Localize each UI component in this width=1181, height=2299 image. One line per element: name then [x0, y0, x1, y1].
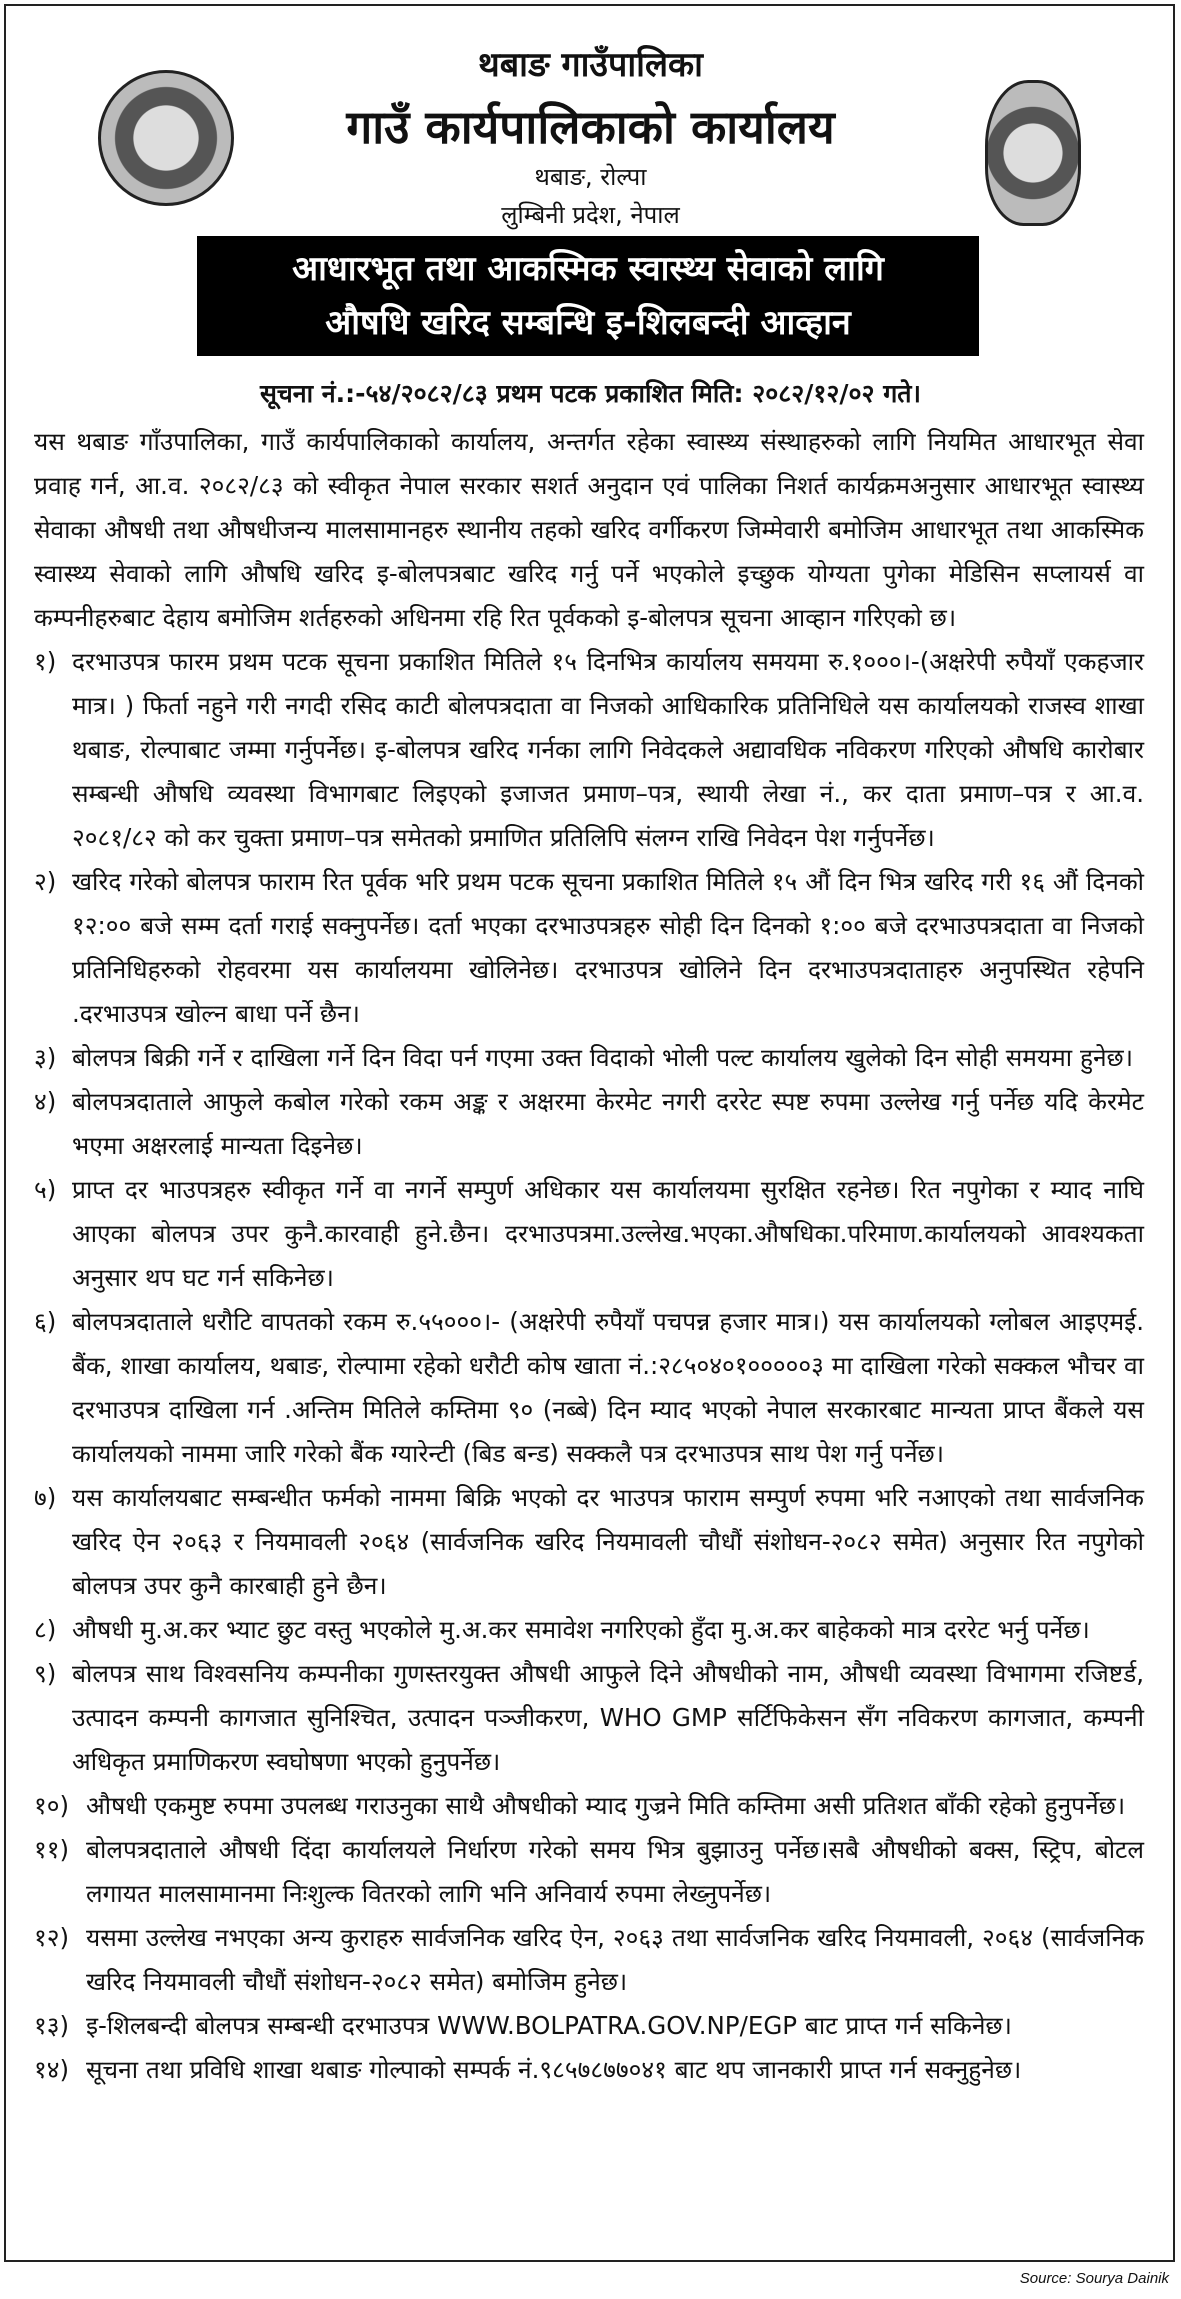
item-text: बोलपत्रदाताले धरौटि वापतको रकम रु.५५०००।- (अक्षरेपी रुपैयाँ पचपन्न हजार मात्र।) यस कार्यालयको ग्लोबल आइएमई. बैंक, शाखा कार्यालय, थबाङ, रोल्पामा रहेको धरौटी कोष खाता नं.:२८५०४०१०००००३ मा दाखिला गरेको सक्कल भौचर वा दरभाउपत्र दाखिला गर्न .अन्तिम मितिले कम्तिमा ९० (नब्बे) दिन म्याद भएको नेपाल सरकारबाट मान्यता प्राप्त बैंकले यस कार्यालयको नाममा जारि गरेको बैंक ग्यारेन्टी (बिड बन्ड) सक्कलै पत्र दरभाउपत्र साथ पेश गर्नु पर्नेछ। — [72, 1307, 1144, 1468]
condition-item — [34, 640, 1144, 860]
condition-item — [34, 1784, 1144, 1828]
condition-item — [34, 860, 1144, 1036]
item-text: सूचना तथा प्रविधि शाखा थबाङ गोल्पाको सम्पर्क नं.९८५७८७७०४१ बाट थप जानकारी प्राप्त गर्न सक्नुहुनेछ। — [86, 2055, 1022, 2084]
item-text: इ-शिलबन्दी बोलपत्र सम्बन्धी दरभाउपत्र WWW.BOLPATRA.GOV.NP/EGP बाट प्राप्त गर्न सकिनेछ। — [86, 2011, 1012, 2040]
banner-line-2: औषधि खरिद सम्बन्धि इ-शिलबन्दी आव्हान — [325, 303, 851, 343]
condition-item — [34, 1916, 1144, 2004]
item-text: प्राप्त दर भाउपत्रहरु स्वीकृत गर्ने वा नगर्ने सम्पुर्ण अधिकार यस कार्यालयमा सुरक्षित रहनेछ। रित नपुगेका र म्याद नाघि आएका बोलपत्र उपर कुनै.कारवाही हुने.छैन। दरभाउपत्रमा.उल्लेख.भएका.औषधिका.परिमाण.कार्यालयको आवश्यकता अनुसार थप घट गर्न सकिनेछ। — [72, 1175, 1144, 1292]
item-number: १२) — [34, 1923, 70, 1952]
item-number: ७) — [34, 1483, 57, 1512]
item-text: खरिद गरेको बोलपत्र फाराम रित पूर्वक भरि प्रथम पटक सूचना प्रकाशित मितिले १५ औं दिन भित्र खरिद गरी १६ औं दिनको १२:०० बजे सम्म दर्ता गराई सक्नुपर्नेछ। दर्ता भएका दरभाउपत्रहरु सोही दिन दिनको १:०० बजे दरभाउपत्रदाता वा निजको प्रतिनिधिहरुको रोहवरमा यस कार्यालयमा खोलिनेछ। दरभाउपत्र खोलिने दिन दरभाउपत्रदाताहरु अनुपस्थित रहेपनि .दरभाउपत्र खोल्न बाधा पर्ने छैन। — [72, 867, 1144, 1028]
condition-item — [34, 1608, 1144, 1652]
condition-item — [34, 2004, 1144, 2048]
item-text: औषधी मु.अ.कर भ्याट छुट वस्तु भएकोले मु.अ.कर समावेश नगरिएको हुँदा मु.अ.कर बाहेकको मात्र दररेट भर्नु पर्नेछ। — [72, 1615, 1090, 1644]
item-number: २) — [34, 867, 57, 896]
condition-item — [34, 1036, 1144, 1080]
office-name: गाउँ कार्यपालिकाको कार्यालय — [346, 100, 835, 154]
item-text: यसमा उल्लेख नभएका अन्य कुराहरु सार्वजनिक खरिद ऐन, २०६३ तथा सार्वजनिक खरिद नियमावली, २०६४ (सार्वजनिक खरिद नियमावली चौधौं संशोधन-२०८२ समेत) बमोजिम हुनेछ। — [86, 1923, 1144, 1996]
item-number: १३) — [34, 2011, 70, 2040]
condition-item — [34, 1652, 1144, 1784]
condition-item — [34, 1300, 1144, 1476]
item-text: औषधी एकमुष्ट रुपमा उपलब्ध गराउनुका साथै औषधीको म्याद गुज्रने मिति कम्तिमा असी प्रतिशत बाँकी रहेको हुनुपर्नेछ। — [86, 1791, 1126, 1820]
item-text: बोलपत्रदाताले आफुले कबोल गरेको रकम अङ्क र अक्षरमा केरमेट नगरी दररेट स्पष्ट रुपमा उल्लेख गर्नु पर्नेछ यदि केरमेट भएमा अक्षरलाई मान्यता दिइनेछ। — [72, 1087, 1144, 1160]
item-text: बोलपत्रदाताले औषधी दिंदा कार्यालयले निर्धारण गरेको समय भित्र बुझाउनु पर्नेछ।सबै औषधीको बक्स, स्ट्रिप, बोटल लगायत मालसामानमा निःशुल्क वितरको लागि भनि अनिवार्य रुपमा लेख्नुपर्नेछ। — [86, 1835, 1144, 1908]
item-number: ८) — [34, 1615, 57, 1644]
item-number: ९) — [34, 1659, 57, 1688]
item-number: १०) — [34, 1791, 70, 1820]
item-text: बोलपत्र बिक्री गर्ने र दाखिला गर्ने दिन विदा पर्न गएमा उक्त विदाको भोली पल्ट कार्यालय खुलेको दिन सोही समयमा हुनेछ। — [72, 1043, 1134, 1072]
condition-item — [34, 1476, 1144, 1608]
condition-item — [34, 1168, 1144, 1300]
item-text: यस कार्यालयबाट सम्बन्धीत फर्मको नाममा बिक्रि भएको दर भाउपत्र फाराम सम्पुर्ण रुपमा भरि नआएको तथा सार्वजनिक खरिद ऐन २०६३ र नियमावली २०६४ (सार्वजनिक खरिद नियमावली चौधौं संशोधन-२०८२ समेत) अनुसार रित नपुगेको बोलपत्र उपर कुनै कारबाही हुने छैन। — [72, 1483, 1144, 1600]
condition-item — [34, 1080, 1144, 1168]
item-number: ५) — [34, 1175, 57, 1204]
intro-paragraph: यस थबाङ गाँउपालिका, गाउँ कार्यपालिकाको कार्यालय, अन्तर्गत रहेका स्वास्थ्य संस्थाहरुको लागि नियमित आधारभूत सेवा प्रवाह गर्न, आ.व. २०८२/८३ को स्वीकृत नेपाल सरकार सशर्त अनुदान एवं पालिका निशर्त कार्यक्रमअनुसार आधारभूत स्वास्थ्य सेवाका औषधी तथा औषधीजन्य मालसामानहरु स्थानीय तहको खरिद वर्गीकरण जिम्मेवारी बमोजिम आधारभूत तथा आकस्मिक स्वास्थ्य सेवाको लागि औषधि खरिद इ-बोलपत्रबाट खरिद गर्नु पर्ने भएकोले इच्छुक योग्यता पुगेका मेडिसिन सप्लायर्स वा कम्पनीहरुबाट देहाय बमोजिम शर्तहरुको अधिनमा रहि रित पूर्वकको इ-बोलपत्र सूचना आव्हान गरिएको छ। — [34, 427, 1144, 632]
condition-item — [34, 2048, 1144, 2092]
banner-line-1: आधारभूत तथा आकस्मिक स्वास्थ्य सेवाको लागि — [292, 249, 884, 289]
item-number: ११) — [34, 1835, 70, 1864]
source-credit: Source: Sourya Dainik — [1019, 2270, 1169, 2287]
condition-item — [34, 1828, 1144, 1916]
office-address: थबाङ, रोल्पा — [534, 163, 647, 191]
notice-body — [34, 420, 1144, 2092]
municipality-name: थबाङ गाउँपालिका — [478, 45, 703, 85]
item-text: बोलपत्र साथ विश्वसनिय कम्पनीका गुणस्तरयुक्त औषधी आफुले दिने औषधीको नाम, औषधी व्यवस्था विभागमा रजिष्टर्ड, उत्पादन कम्पनी कागजात सुनिश्चित, उत्पादन पञ्जीकरण, WHO GMP सर्टिफिकेसन सँग नविकरण कागजात, कम्पनी अधिकृत प्रमाणिकरण स्वघोषणा भएको हुनुपर्नेछ। — [72, 1659, 1144, 1776]
item-number: ३) — [34, 1043, 57, 1072]
province-country: लुम्बिनी प्रदेश, नेपाल — [501, 201, 680, 229]
item-number: ४) — [34, 1087, 57, 1116]
item-number: ६) — [34, 1307, 57, 1336]
item-text: दरभाउपत्र फारम प्रथम पटक सूचना प्रकाशित मितिले १५ दिनभित्र कार्यालय समयमा रु.१०००।-(अक्षरेपी रुपैयाँ एकहजार मात्र। ) फिर्ता नहुने गरी नगदी रसिद काटी बोलपत्रदाता वा निजको आधिकारिक प्रतिनिधिले यस कार्यालयको राजस्व शाखा थबाङ, रोल्पाबाट जम्मा गर्नुपर्नेछ। इ-बोलपत्र खरिद गर्नका लागि निवेदकले अद्यावधिक नविकरण गरिएको औषधि कारोबार सम्बन्धी औषधि व्यवस्था विभागबाट लिइएको इजाजत प्रमाण–पत्र, स्थायी लेखा नं., कर दाता प्रमाण–पत्र र आ.व. २०८१/८२ को कर चुक्ता प्रमाण–पत्र समेतको प्रमाणित प्रतिलिपि संलग्न राखि निवेदन पेश गर्नुपर्नेछ। — [72, 647, 1144, 852]
item-number: १) — [34, 647, 57, 676]
item-number: १४) — [34, 2055, 70, 2084]
notice-title-banner — [197, 236, 979, 356]
notice-number-date: सूचना नं.:-५४/२०८२/८३ प्रथम पटक प्रकाशित मिति: २०८२/१२/०२ गते। — [259, 379, 922, 408]
